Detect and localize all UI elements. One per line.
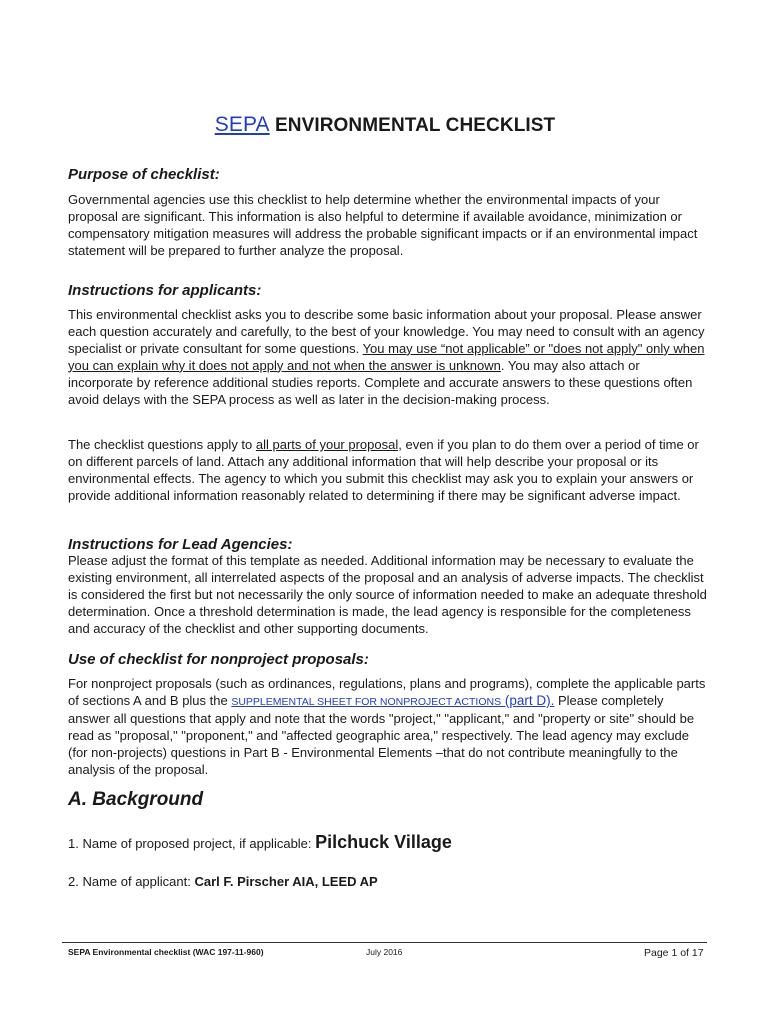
lead-body	[68, 553, 708, 638]
question-1-label: 1. Name of proposed project, if applicable:	[68, 836, 316, 851]
applicants-body-1	[68, 307, 708, 408]
sepa-link[interactable]: SEPA	[214, 113, 270, 136]
part-d-link[interactable]: (part D).	[501, 692, 555, 708]
question-1-answer: Pilchuck Village	[315, 832, 452, 852]
footer-doc-name: SEPA Environmental checklist (WAC 197-11-960)	[68, 947, 264, 957]
nonproject-text	[68, 676, 708, 778]
applicants-paragraph-1	[68, 307, 708, 408]
supplemental-sheet-link[interactable]: SUPPLEMENTAL SHEET FOR NONPROJECT ACTIONS	[231, 695, 502, 708]
question-2	[68, 874, 378, 889]
purpose-section	[68, 166, 708, 183]
question-2-label: 2. Name of applicant:	[68, 874, 195, 889]
nonproject-text-b: Please completely answer all questions that apply and note that the words "project," "applicant," and "property or site" should be read as "proposal," "proponent," and "affected geographic area," respectively. The lead agency may exclude (for non-projects) questions in Part B - Environmental Elements –that do not contribute meaningfully to the analysis of the proposal.	[68, 692, 695, 777]
lead-text: Please adjust the format of this template as needed. Additional information may be necessary to evaluate the existing environment, all interrelated aspects of the proposal and an analysis of adverse impacts. The checklist is considered the first but not necessarily the only source of information needed to make an adequate threshold determination. Once a threshold determination is made, the lead agency is responsible for the completeness and accuracy of the checklist and other supporting documents.	[68, 553, 707, 636]
footer-page-number: Page 1 of 17	[644, 947, 704, 959]
question-2-answer: Carl F. Pirscher AIA, LEED AP	[194, 874, 378, 889]
applicants-p1-text-b: . You may also attach or incorporate by reference additional studies reports. Complete and accurate answers to these questions often avoid delays with the SEPA process as well as later in the decision-making process.	[68, 357, 693, 407]
applicants-p1-underlined: You may use “not applicable” or "does not apply" only when you can explain why it does not apply and not when the answer is unknown	[68, 340, 705, 373]
lead-heading: Instructions for Lead Agencies:	[68, 536, 293, 553]
applicants-heading: Instructions for applicants:	[68, 282, 262, 299]
nonproject-section	[68, 651, 708, 668]
background-heading: A. Background	[68, 789, 204, 810]
applicants-p2-text-a: The checklist questions apply to	[68, 437, 256, 452]
purpose-text: Governmental agencies use this checklist to help determine whether the environmental impacts of your proposal are significant. This information is also helpful to determine if available avoidance, minimization or compensatory mitigation measures will address the probable significant impacts or if an environmental impact statement will be prepared to further analyze the proposal.	[68, 192, 698, 258]
question-1	[68, 832, 452, 853]
title-text: ENVIRONMENTAL CHECKLIST	[269, 115, 556, 136]
nonproject-body	[68, 676, 708, 778]
applicants-p2-underlined: all parts of your proposal	[255, 437, 399, 452]
applicants-p2-text-b: , even if you plan to do them over a period of time or on different parcels of land. Attach any additional information that will help describe your proposal or its environmental effects. The agency to which you submit this checklist may ask you to explain your answers or provide additional information reasonably related to determining if there may be significant adverse impact.	[68, 437, 699, 503]
lead-section	[68, 536, 708, 553]
purpose-heading: Purpose of checklist:	[68, 166, 220, 183]
footer-divider	[62, 942, 707, 943]
purpose-body	[68, 192, 708, 260]
nonproject-heading: Use of checklist for nonproject proposals:	[68, 651, 369, 668]
applicants-p1-text-a: This environmental checklist asks you to describe some basic information about your proposal. Please answer each question accurately and carefully, to the best of your knowledge. You may need to consult with an agency specialist or private consultant for some questions.	[68, 307, 705, 356]
applicants-body-2	[68, 437, 708, 505]
applicants-section	[68, 282, 708, 299]
applicants-paragraph-2	[68, 437, 708, 505]
page-title	[0, 113, 770, 137]
footer-date: July 2016	[366, 947, 403, 957]
nonproject-text-a: For nonproject proposals (such as ordinances, regulations, plans and programs), complete the applicable parts of sections A and B plus the	[68, 676, 706, 708]
